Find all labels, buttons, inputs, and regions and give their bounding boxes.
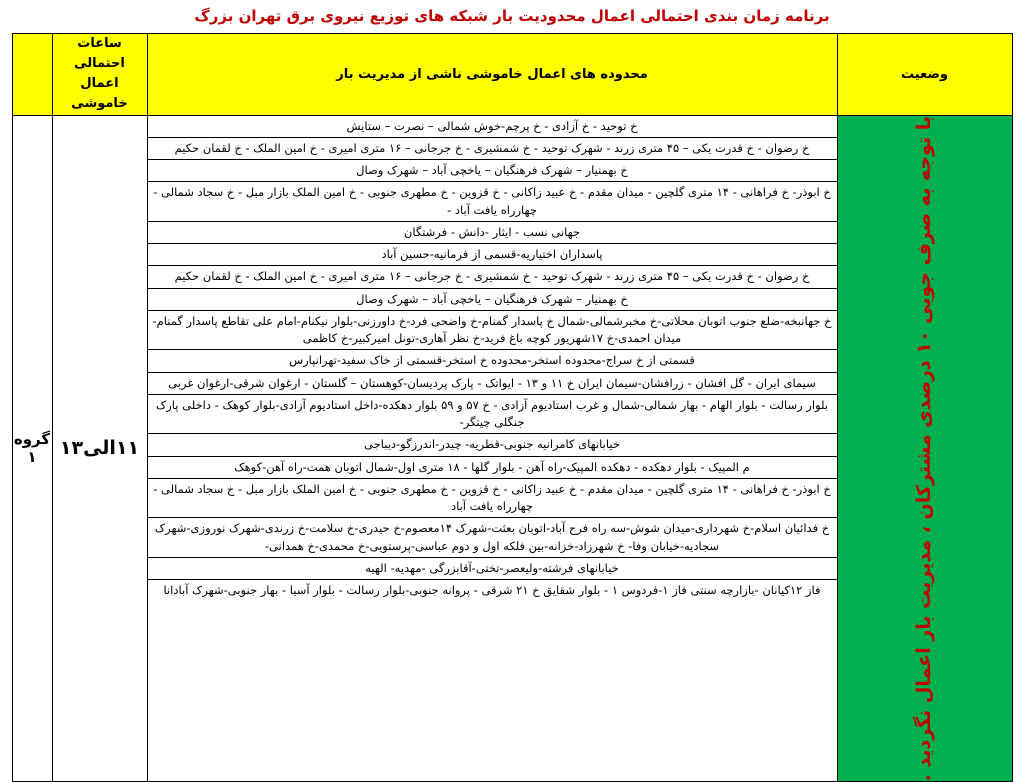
- table-header-row: [12, 34, 1012, 116]
- area-description: خ رضوان - خ قدرت یکی – ۴۵ متری زرند - شهرک توحید - خ شمشیری - خ جرجانی – ۱۶ متری امیری - خ امین الملک - خ لقمان حکیم: [148, 266, 837, 288]
- area-description: سیمای ایران - گل افشان - زرافشان-سیمان ایران خ ۱۱ و ۱۳ - ایواتک - پارک پردیسان-کوهستان – گلستان - ارغوان شرقی-ارغوان غربی: [148, 372, 837, 394]
- table-row: [148, 580, 837, 602]
- table-row: [148, 288, 837, 310]
- area-description: خیابانهای فرشته-ولیعصر-تختی-آقابزرگی -مهدیه- الهیه: [148, 557, 837, 579]
- hours-cell: ۱۱الی۱۳: [52, 115, 147, 781]
- area-description: خ ابوذر- خ فراهانی - ۱۴ متری گلچین - میدان مقدم - خ عبید زاکانی - خ قزوین - خ مطهری جنوبی - خ امین الملک بازار مبل - خ سجاد شمالی - چهارراه یافت آباد: [148, 478, 837, 518]
- area-description: خ بهمنیار – شهرک فرهنگیان – یاخچی آباد – شهرک وصال: [148, 160, 837, 182]
- area-description: خ فدائیان اسلام-خ شهرداری-میدان شوش-سه راه فرح آباد-اتوبان بعثت-شهرک ۱۴معصوم-خ حیدری-خ سلامت-خ زرندی-شهرک نوروزی-شهرک سجادیه-خیابان وفا- خ شهرزاد-خزانه-بین فلکه اول و دوم عباسی-پرستویی-خ محمدی-خ همدانی-: [148, 518, 837, 558]
- area-description: خ جهانبخه-ضلع جنوب اتوبان محلاتی-خ مخبرشمالی-شمال خ پاسدار گمنام-خ واضحی فرد-خ داورزنی-بلوار نیکنام-امام علی تقاطع پاسدار گمنام-میدان احمدی-خ ۱۷شهریور کوچه باغ فرید-خ نظر آهاری-تونل امیرکبیر-خ کاظمی: [148, 310, 837, 350]
- header-status: وضعیت: [837, 34, 1012, 116]
- area-description: م المپیک - بلوار دهکده - دهکده المپیک-راه آهن - بلوار گلها - ۱۸ متری اول-شمال اتوبان همت-راه آهن-کوهک: [148, 456, 837, 478]
- header-hours-line1: ساعات احتمالی: [74, 36, 125, 72]
- header-group: [12, 34, 52, 116]
- header-hours: [52, 34, 147, 116]
- table-row: [148, 310, 837, 350]
- area-description: قسمتی از خ سراج-محدوده استخر-محدوده خ استخر-قسمتی از خاک سفید-تهرانپارس: [148, 350, 837, 372]
- header-hours-line2: اعمال خاموشی: [71, 76, 128, 112]
- outage-schedule-table: [12, 33, 1013, 782]
- page-title: برنامه زمان بندی احتمالی اعمال محدودیت بار شبکه های توزیع نیروی برق تهران بزرگ: [194, 7, 830, 25]
- area-description: جهانی نسب - ایثار -دانش - فرشتگان: [148, 221, 837, 243]
- area-description: خ توحید - خ آزادی - خ پرچم-خوش شمالی – نصرت – ستایش: [148, 116, 837, 138]
- area-description: خ بهمنیار – شهرک فرهنگیان – یاخچی آباد – شهرک وصال: [148, 288, 837, 310]
- table-row: [148, 456, 837, 478]
- area-description: فاز ۱۲کیانان -بازارچه سنتی فاز ۱-فردوس ۱ - بلوار شقایق خ ۲۱ شرقی - پروانه جنوبی-بلوار رسالت - بلوار آسیا - بهار جنوبی-شهرک آبادانا: [148, 580, 837, 602]
- table-row: [148, 244, 837, 266]
- table-row: [148, 137, 837, 159]
- areas-cell: [147, 115, 837, 781]
- area-description: خ رضوان - خ قدرت یکی – ۴۵ متری زرند - شهرک توحید - خ شمشیری - خ جرجانی – ۱۶ متری امیری - خ امین الملک - خ لقمان حکیم: [148, 137, 837, 159]
- table-row: [148, 372, 837, 394]
- table-row: [148, 518, 837, 558]
- table-row: [148, 394, 837, 434]
- table-row: [148, 266, 837, 288]
- table-row: [148, 182, 837, 222]
- status-note: با توجه به صرف جویی ۱۰ درصدی مشترکان ، مدیریت بار اعمال نگردید .: [913, 115, 936, 781]
- table-row: [148, 557, 837, 579]
- area-description: پاسداران اختیاریه-قسمی از فرمانیه-حسین آباد: [148, 244, 837, 266]
- area-description: خ ابوذر- خ فراهانی - ۱۴ متری گلچین - میدان مقدم - خ عبید زاکانی - خ قزوین - خ مطهری جنوبی - خ امین الملک بازار مبل - خ سجاد شمالی - چهارراه یافت آباد -: [148, 182, 837, 222]
- table-row: [148, 221, 837, 243]
- areas-list: [148, 116, 837, 602]
- table-row: [148, 434, 837, 456]
- table-row: [148, 350, 837, 372]
- table-body-row: [12, 115, 1012, 781]
- area-description: بلوار رسالت - بلوار الهام - بهار شمالی-شمال و غرب استادیوم آزادی - خ ۵۷ و ۵۹ بلوار دهکده-داخل استادیوم آزادی-بلوار کوهک - داخلی پارک جنگلی چیتگر-: [148, 394, 837, 434]
- table-row: [148, 160, 837, 182]
- status-cell: [837, 115, 1012, 781]
- table-row: [148, 116, 837, 138]
- group-cell: گروه ۱: [12, 115, 52, 781]
- header-areas: محدوده های اعمال خاموشی ناشی از مدیریت بار: [147, 34, 837, 116]
- area-description: خیابانهای کامرانیه جنوبی-قطریه- چیدر-اندرزگو-دیباجی: [148, 434, 837, 456]
- table-row: [148, 478, 837, 518]
